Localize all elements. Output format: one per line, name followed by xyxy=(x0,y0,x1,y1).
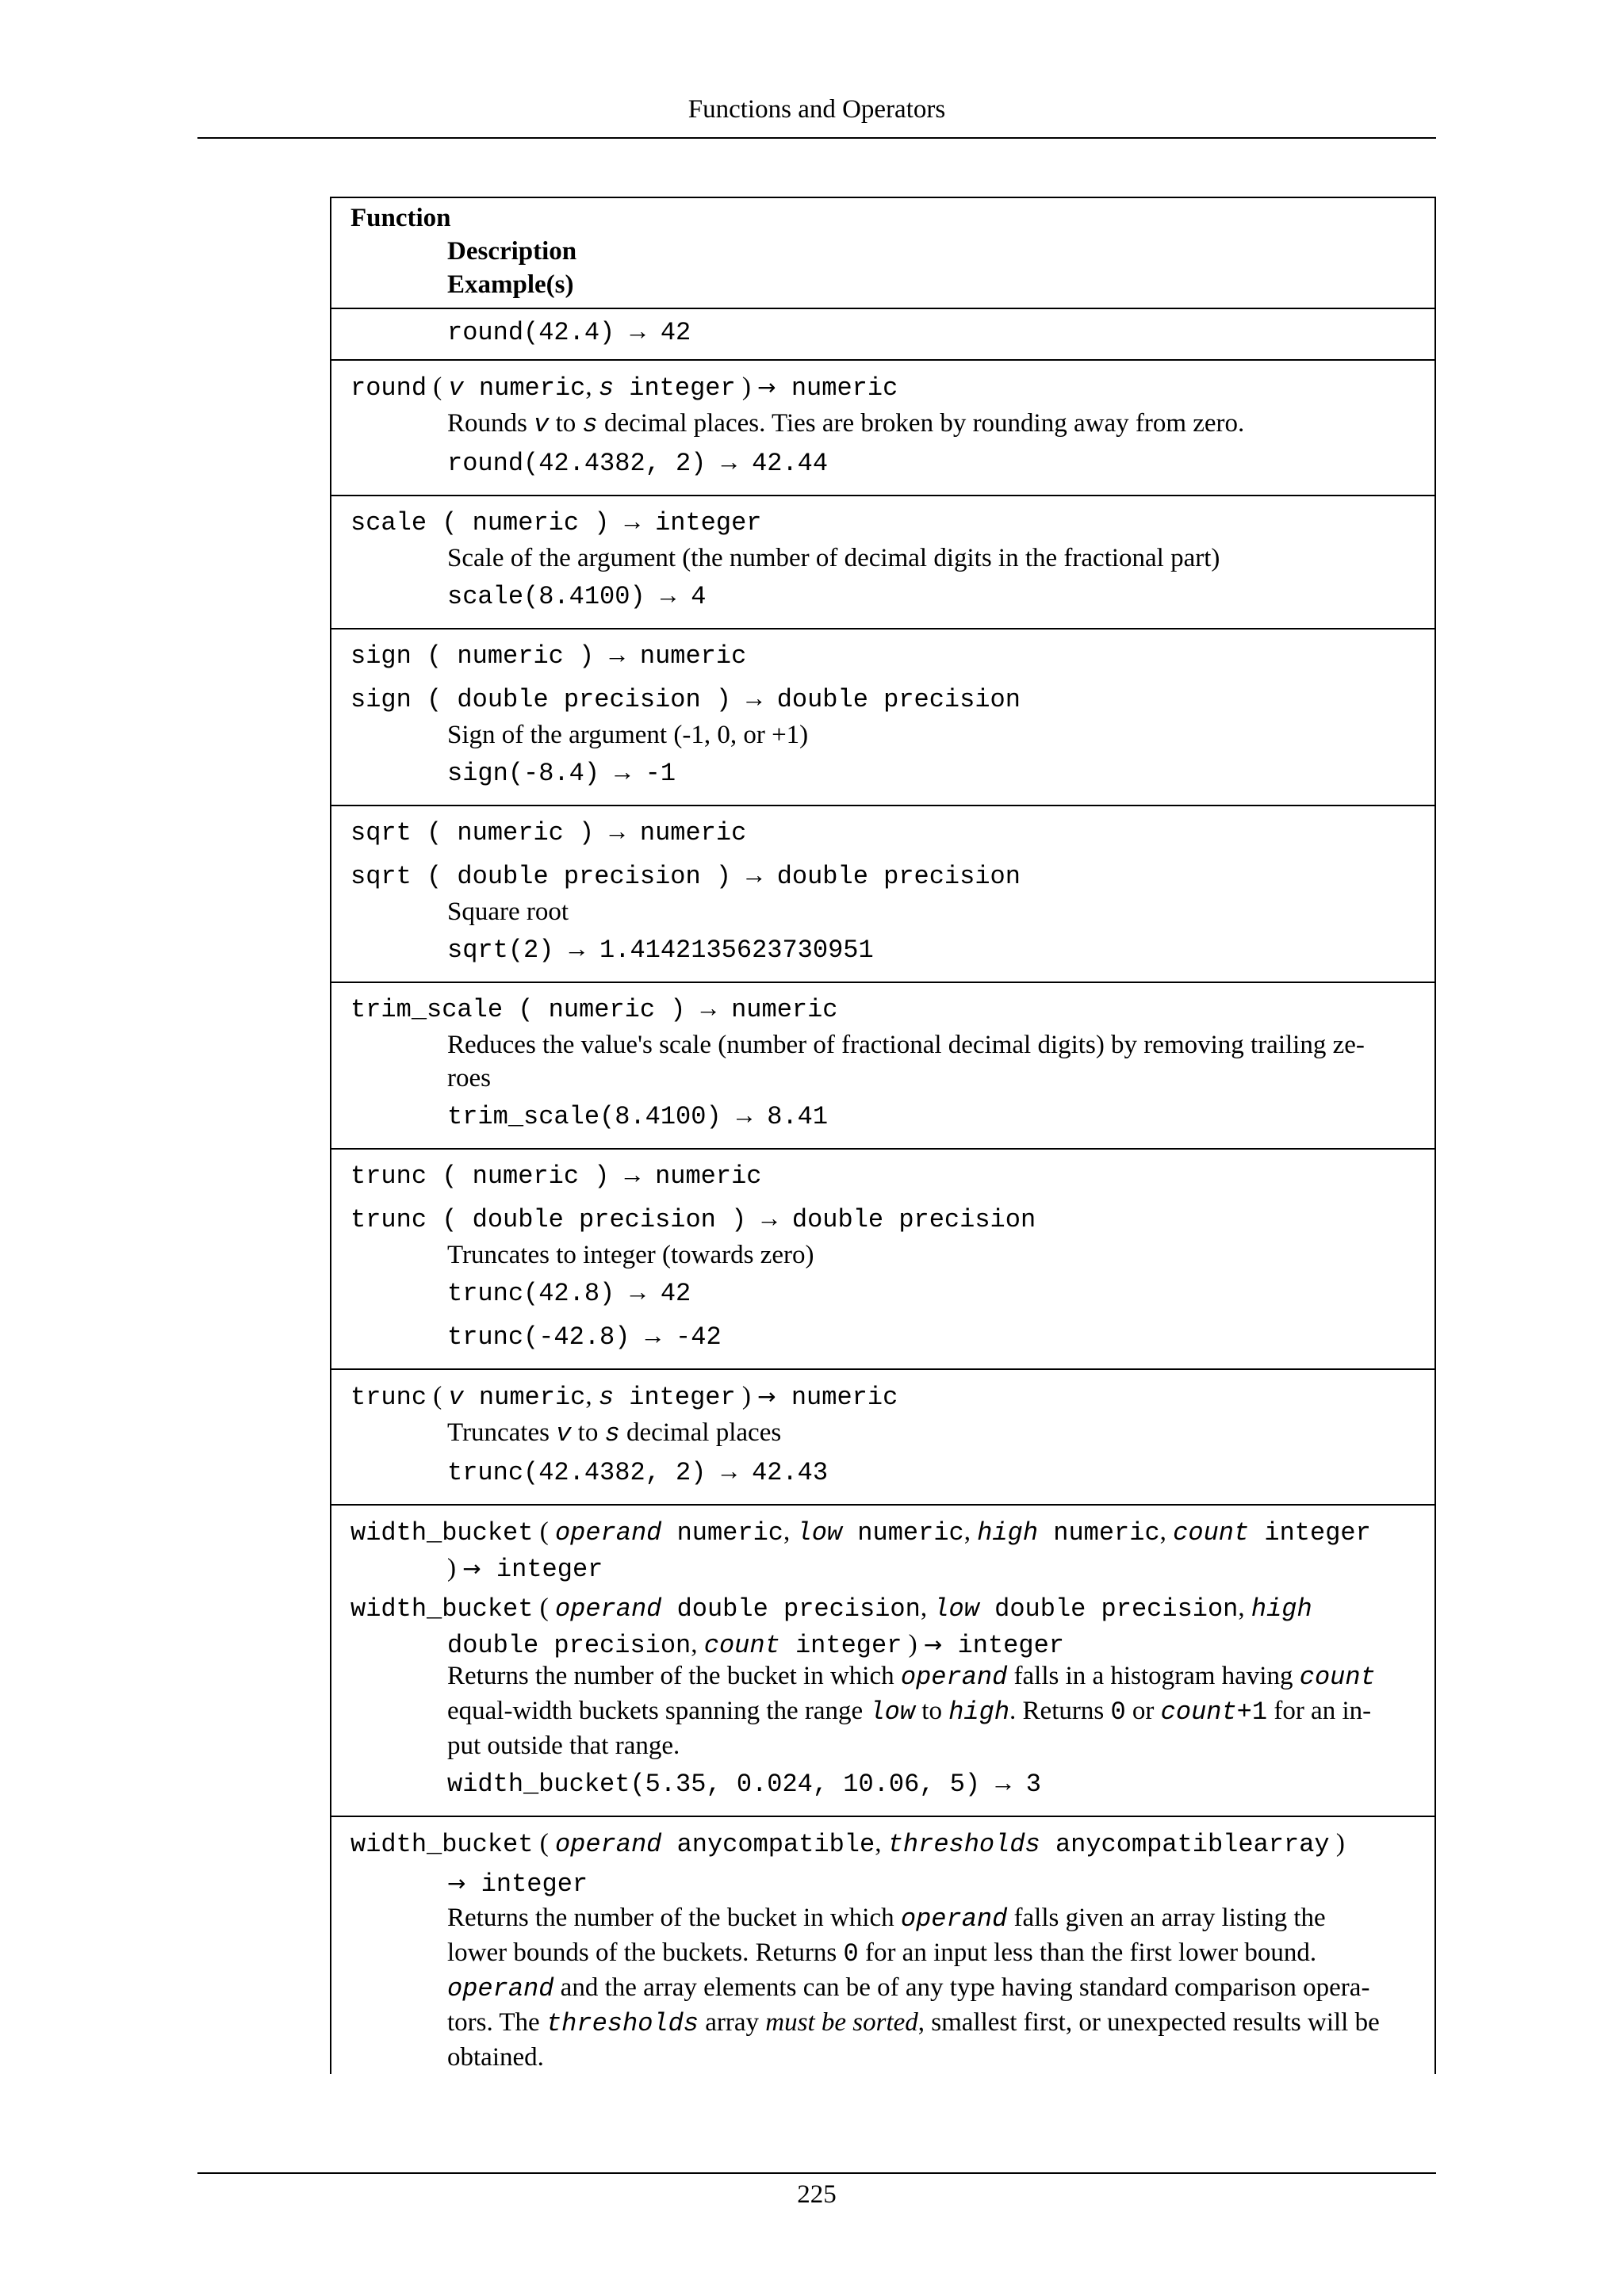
signature-1: trunc ( numeric ) → numeric xyxy=(350,1161,762,1191)
example: width_bucket(5.35, 0.024, 10.06, 5) → 3 xyxy=(447,1770,1041,1799)
signature-2: sign ( double precision ) → double precision xyxy=(350,685,1021,714)
row-sqrt xyxy=(331,806,1434,983)
example: round(42.4382, 2) → 42.44 xyxy=(447,449,829,478)
example: sign(-8.4) → -1 xyxy=(447,759,676,788)
description-line-5: obtained. xyxy=(447,2043,544,2072)
row-round-2 xyxy=(331,361,1434,496)
footer-rule xyxy=(197,2172,1436,2174)
example-2: trunc(-42.8) → -42 xyxy=(447,1322,722,1352)
signature-1: sqrt ( numeric ) → numeric xyxy=(350,818,747,848)
header-rule xyxy=(197,137,1436,139)
header-function: Function xyxy=(350,204,451,232)
signature: round ( v numeric, s integer ) → numeric xyxy=(350,373,898,403)
description: Sign of the argument (-1, 0, or +1) xyxy=(447,721,809,749)
signature-2: sqrt ( double precision ) → double precision xyxy=(350,862,1021,891)
example: round(42.4) → 42 xyxy=(447,318,691,347)
description: Truncates v to s decimal places xyxy=(447,1418,782,1448)
description-line-1: Returns the number of the bucket in which operand falls given an array listing the xyxy=(447,1904,1326,1934)
signature: trim_scale ( numeric ) → numeric xyxy=(350,995,838,1024)
description: Truncates to integer (towards zero) xyxy=(447,1241,814,1269)
signature-2-line-2: double precision, count integer ) → integer xyxy=(447,1630,1064,1660)
row-width-bucket-2 xyxy=(331,1817,1434,2074)
description-line-2: roes xyxy=(447,1064,491,1093)
signature-1: sign ( numeric ) → numeric xyxy=(350,641,747,671)
signature-line-2: → integer xyxy=(447,1869,588,1899)
signature: trunc ( v numeric, s integer ) → numeric xyxy=(350,1382,898,1412)
signature: scale ( numeric ) → integer xyxy=(350,508,762,538)
row-scale xyxy=(331,496,1434,629)
row-round-1 xyxy=(331,309,1434,361)
header-examples: Example(s) xyxy=(447,270,574,299)
row-width-bucket-1 xyxy=(331,1506,1434,1817)
example: trim_scale(8.4100) → 8.41 xyxy=(447,1102,829,1131)
signature-1-line-1: width_bucket ( operand numeric, low numeric, high numeric, count integer xyxy=(350,1517,1371,1548)
functions-table xyxy=(330,197,1436,2074)
description: Square root xyxy=(447,897,569,926)
row-sign xyxy=(331,629,1434,806)
description: Scale of the argument (the number of decimal digits in the fractional part) xyxy=(447,544,1220,572)
description-line-1: Returns the number of the bucket in which operand falls in a histogram having count xyxy=(447,1662,1376,1692)
row-trunc-1 xyxy=(331,1150,1434,1370)
description-line-2: equal-width buckets spanning the range low to high. Returns 0 or count+1 for an in- xyxy=(447,1697,1372,1727)
description-line-4: tors. The thresholds array must be sorted, smallest first, or unexpected results will be xyxy=(447,2008,1380,2038)
signature-1-line-2: ) → integer xyxy=(447,1554,603,1584)
description-line-1: Reduces the value's scale (number of fractional decimal digits) by removing trailing ze- xyxy=(447,1031,1365,1059)
example-1: trunc(42.8) → 42 xyxy=(447,1279,691,1308)
signature-2: trunc ( double precision ) → double precision xyxy=(350,1205,1036,1234)
example: trunc(42.4382, 2) → 42.43 xyxy=(447,1458,829,1487)
example: scale(8.4100) → 4 xyxy=(447,582,707,611)
description: Rounds v to s decimal places. Ties are broken by rounding away from zero. xyxy=(447,409,1245,439)
description-line-3: operand and the array elements can be of any type having standard comparison opera- xyxy=(447,1973,1370,2003)
description-line-3: put outside that range. xyxy=(447,1732,680,1760)
header-description: Description xyxy=(447,237,577,266)
page-header: Functions and Operators xyxy=(688,95,946,124)
row-trunc-2 xyxy=(331,1370,1434,1506)
signature-2-line-1: width_bucket ( operand double precision, low double precision, high xyxy=(350,1594,1312,1624)
row-trim-scale xyxy=(331,983,1434,1150)
page-number: 225 xyxy=(797,2180,837,2209)
signature-line-1: width_bucket ( operand anycompatible, thresholds anycompatiblearray ) xyxy=(350,1829,1345,1859)
description-line-2: lower bounds of the buckets. Returns 0 for an input less than the first lower bound. xyxy=(447,1938,1317,1969)
table-header xyxy=(331,198,1434,309)
example: sqrt(2) → 1.4142135623730951 xyxy=(447,936,874,965)
